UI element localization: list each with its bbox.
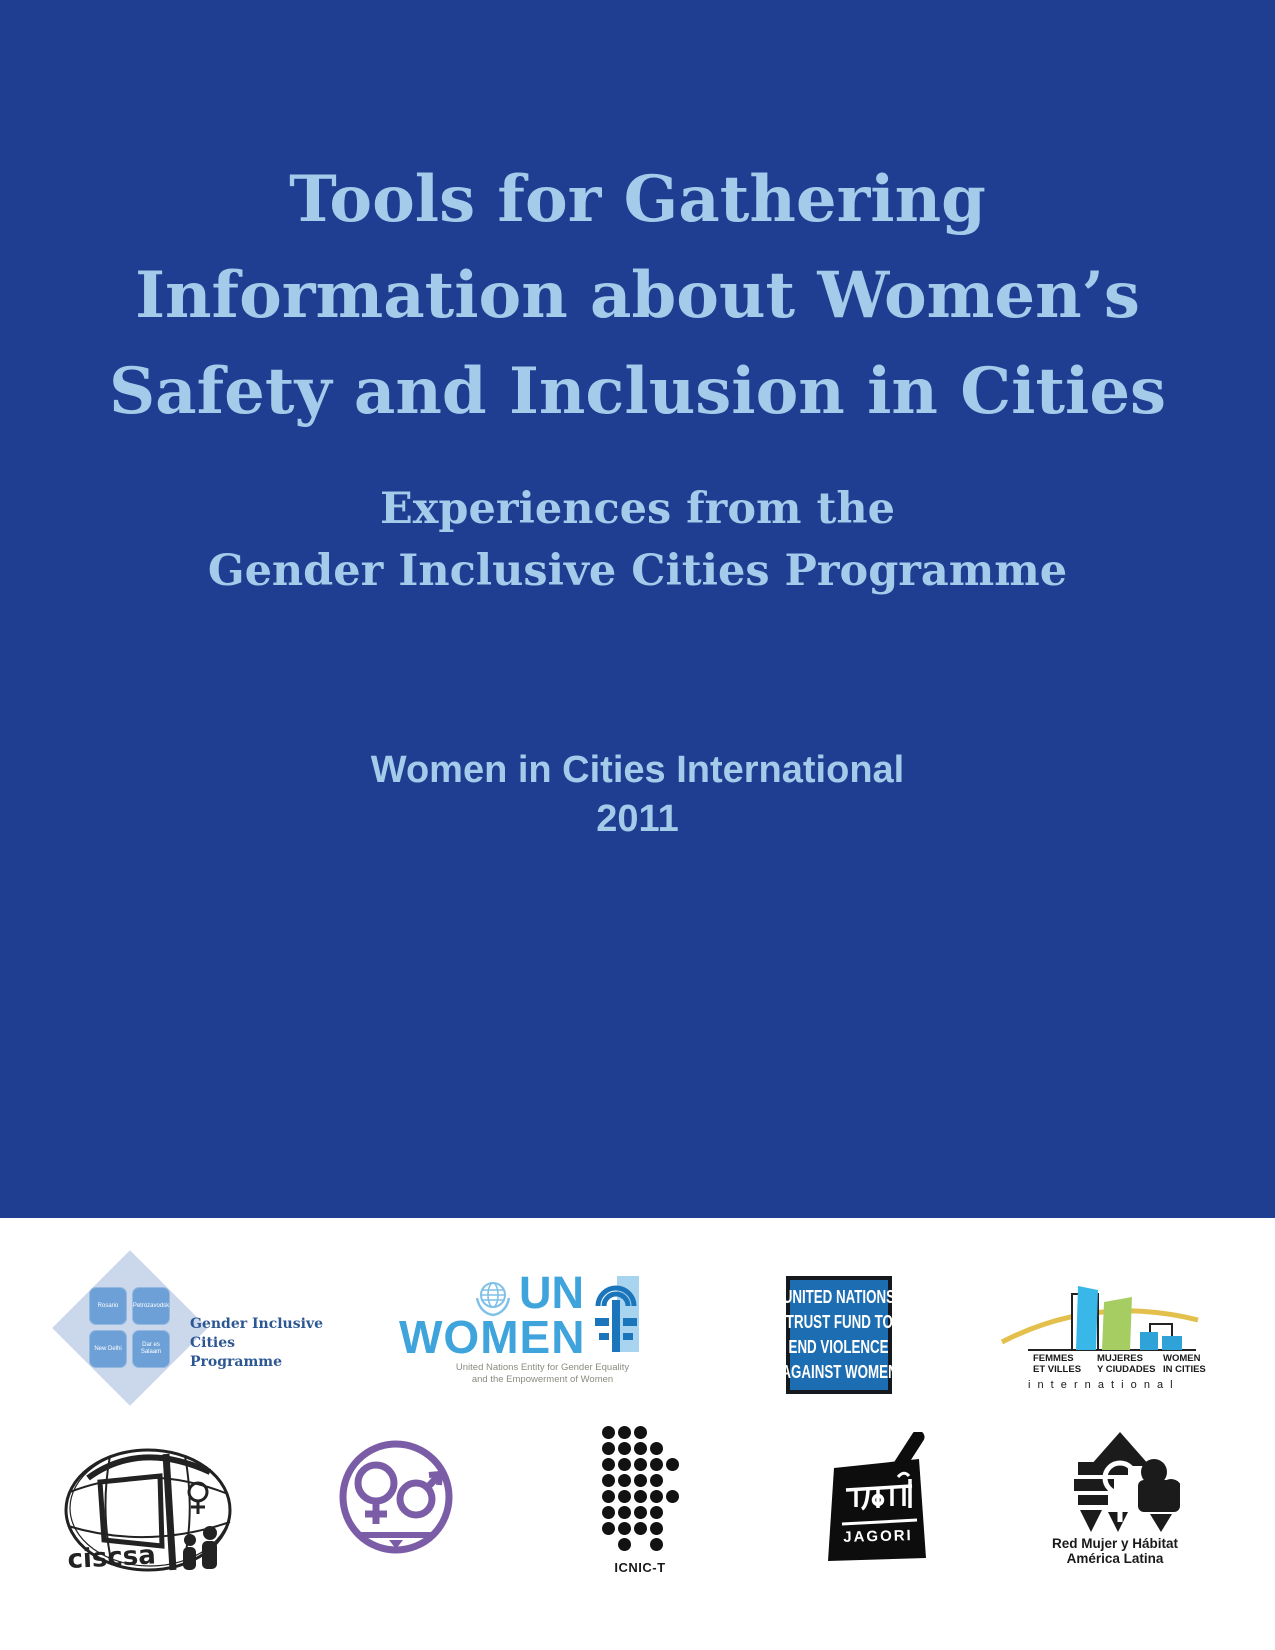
jagori-logo [820,1432,935,1564]
ciscsa-wordmark: ciscsa [66,1540,157,1575]
icnict-dot [602,1506,615,1519]
icnict-dot [634,1442,647,1455]
gender-balance-circle-logo [328,1436,464,1558]
gicp-logo [70,1262,330,1402]
icnict-dot [602,1458,615,1471]
gicp-city-grid [89,1287,170,1368]
gicp-city-petrozavodsk: Petrozavodsk [132,1287,170,1325]
red-mujer-icon [1050,1432,1180,1534]
icnict-dot [602,1474,615,1487]
gender-balance-icon [328,1436,464,1558]
un-women-tagline-line-2: and the Empowerment of Women [471,1374,614,1385]
icnict-dot [618,1490,631,1503]
wici-es-line2: Y CIUDADES [1097,1364,1156,1375]
icnict-dot-grid [600,1424,690,1552]
icnict-dot [618,1426,631,1439]
publication-year: 2011 [596,798,679,840]
red-mujer-label-line-2: América Latina [1066,1551,1164,1566]
icnict-dot [602,1442,615,1455]
icnict-dot [618,1506,631,1519]
icnict-dot [650,1506,663,1519]
icnict-dot [666,1474,679,1487]
partner-logo-band [0,1218,1275,1650]
icnict-dot [666,1442,679,1455]
icnict-dot [634,1538,647,1551]
icnict-dot [634,1522,647,1535]
icnict-dot [650,1426,663,1439]
wici-text-spanish [1097,1353,1155,1375]
publisher-name: Women in Cities International [370,749,905,791]
subtitle-line-2: Gender Inclusive Cities Programme [207,546,1068,596]
wici-en-line1: WOMEN [1163,1353,1201,1364]
gicp-city-dar-es-salaam: Dar es Salaam [132,1330,170,1368]
icnict-dot [650,1474,663,1487]
icnict-dot [618,1522,631,1535]
gicp-label [190,1315,340,1372]
wici-fr-line1: FEMMES [1033,1353,1074,1364]
icnict-dot [602,1538,615,1551]
icnict-dot [602,1490,615,1503]
icnict-dot [634,1458,647,1471]
icnict-dot [618,1442,631,1455]
icnict-dot [666,1506,679,1519]
ciscsa-logo [60,1430,242,1580]
icnict-dot [618,1538,631,1551]
icnict-dot [634,1426,647,1439]
icnict-dot [666,1458,679,1471]
red-mujer-label-line-1: Red Mujer y Hábitat [1051,1536,1179,1551]
un-women-word-un: UN [519,1267,584,1318]
jagori-wordmark: JAGORI [843,1527,913,1546]
red-mujer-logo [1040,1432,1190,1572]
icnict-dot [666,1538,679,1551]
icnict-dot [650,1538,663,1551]
cover-subtitle [0,478,1275,602]
un-women-symbol-icon [593,1276,639,1352]
wici-fr-line2: ET VILLES [1033,1364,1082,1375]
icnict-dot [650,1442,663,1455]
wici-skyline-icon [1000,1280,1200,1352]
subtitle-line-1: Experiences from the [380,484,895,534]
icnict-dot [666,1426,679,1439]
icnict-dot [666,1522,679,1535]
gicp-label-line-1: Gender Inclusive Cities [190,1316,323,1351]
un-women-logo [395,1267,655,1400]
wici-text-english [1163,1353,1206,1375]
wici-text-french [1033,1353,1081,1375]
wici-logo [1000,1280,1210,1395]
title-line-2: Information about Women’s [135,258,1140,333]
icnict-dot [602,1426,615,1439]
un-women-tagline-line-1: United Nations Entity for Gender Equality [455,1362,630,1373]
gicp-city-rosario: Rosario [89,1287,127,1325]
publisher-block [0,746,1275,844]
icnict-dot [618,1474,631,1487]
un-trust-fund-logo [780,1276,898,1394]
icnict-dot [618,1458,631,1471]
icnict-dot [634,1506,647,1519]
icnict-dot [602,1522,615,1535]
icnict-wordmark: ICNIC-T [614,1560,666,1575]
untf-line-4: AGAINST WOMEN [780,1362,898,1382]
untf-line-3: END VIOLENCE [789,1337,889,1357]
title-line-1: Tools for Gathering [289,162,986,237]
icnict-dot [634,1474,647,1487]
ciscsa-globe-icon [60,1430,242,1580]
gicp-city-new-delhi: New Delhi [89,1330,127,1368]
wici-es-line1: MUJERES [1097,1353,1143,1364]
red-mujer-label [1040,1536,1190,1566]
title-line-3: Safety and Inclusion in Cities [108,354,1167,429]
wici-en-line2: IN CITIES [1163,1364,1206,1375]
icnict-dot [650,1458,663,1471]
icnict-dot [666,1490,679,1503]
un-women-tagline [435,1362,650,1386]
icnict-dot [634,1490,647,1503]
un-women-word-women: WOMEN [399,1311,586,1363]
icnict-dot [650,1522,663,1535]
untf-line-2: TRUST FUND TO [785,1312,893,1332]
icnict-dot [650,1490,663,1503]
untf-line-1: UNITED NATIONS [782,1287,896,1307]
gicp-label-line-2: Programme [190,1354,283,1370]
wici-international-text: i n t e r n a t i o n a l [1028,1379,1175,1391]
cover-title [0,152,1275,440]
icnict-logo [600,1424,690,1584]
